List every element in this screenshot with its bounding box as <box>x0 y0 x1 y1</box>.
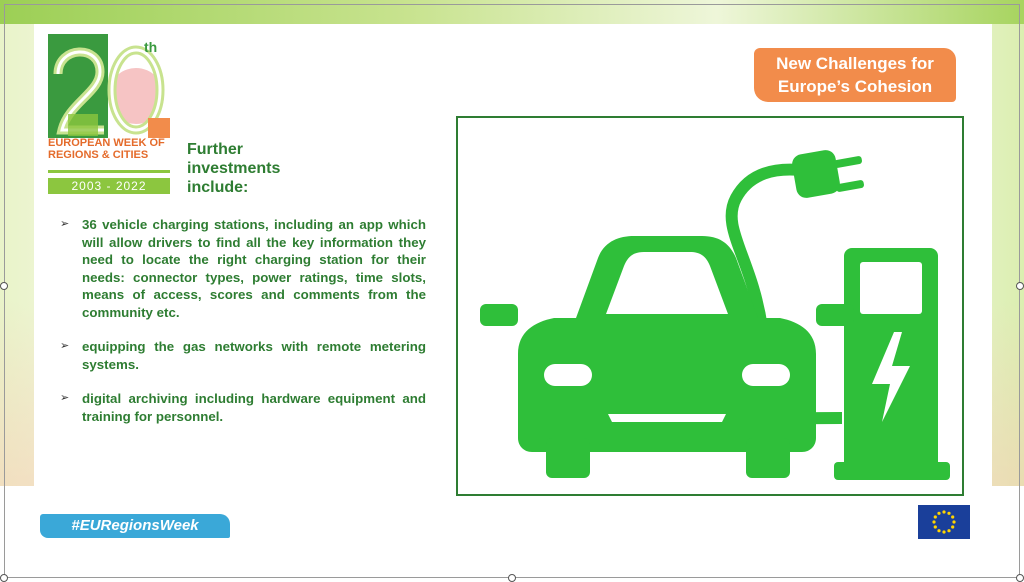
eu-flag-icon <box>918 505 970 539</box>
bullet-arrow-icon: ➢ <box>60 218 70 230</box>
list-item-text: 36 vehicle charging stations, including an app which will allow drivers to find all the key information they need to locate the right charging station for their needs: connector types, power ratings, time slots, means of access, scores and comments from the community etc. <box>82 217 426 320</box>
bullet-arrow-icon: ➢ <box>60 340 70 352</box>
theme-tag <box>754 48 956 102</box>
hashtag-banner: #EURegionsWeek <box>40 514 230 538</box>
heading-line2: investments <box>187 160 281 177</box>
theme-tag-line1: New Challenges for <box>776 54 934 73</box>
logo-twenty-icon <box>48 34 170 138</box>
selection-border-left <box>4 4 5 578</box>
resize-handle-bottom[interactable] <box>508 574 516 582</box>
investment-list <box>58 216 426 442</box>
selection-border-right <box>1019 4 1020 578</box>
selection-border-top <box>4 4 1020 5</box>
list-item-text: equipping the gas networks with remote metering systems. <box>82 339 426 372</box>
list-item <box>58 338 426 373</box>
logo-caption <box>48 137 170 161</box>
electric-car-charging-icon <box>458 118 962 494</box>
heading-line3: include: <box>187 179 249 196</box>
logo-divider <box>48 170 170 173</box>
logo-years: 2003 - 2022 <box>48 178 170 194</box>
slide-heading <box>187 140 367 197</box>
list-item-text: digital archiving including hardware equipment and training for personnel. <box>82 391 426 424</box>
resize-handle-bottom-right[interactable] <box>1016 574 1024 582</box>
bullet-arrow-icon: ➢ <box>60 392 70 404</box>
eu-stars-icon <box>918 505 970 539</box>
resize-handle-left[interactable] <box>0 282 8 290</box>
list-item <box>58 390 426 425</box>
theme-tag-line2: Europe’s Cohesion <box>777 77 933 96</box>
illustration-frame <box>456 116 964 496</box>
resize-handle-right[interactable] <box>1016 282 1024 290</box>
resize-handle-bottom-left[interactable] <box>0 574 8 582</box>
logo-caption-line1: EUROPEAN WEEK OF <box>48 137 165 149</box>
svg-text:th: th <box>144 39 158 55</box>
heading-line1: Further <box>187 141 243 158</box>
list-item <box>58 216 426 321</box>
logo-caption-line2: REGIONS & CITIES <box>48 149 149 161</box>
